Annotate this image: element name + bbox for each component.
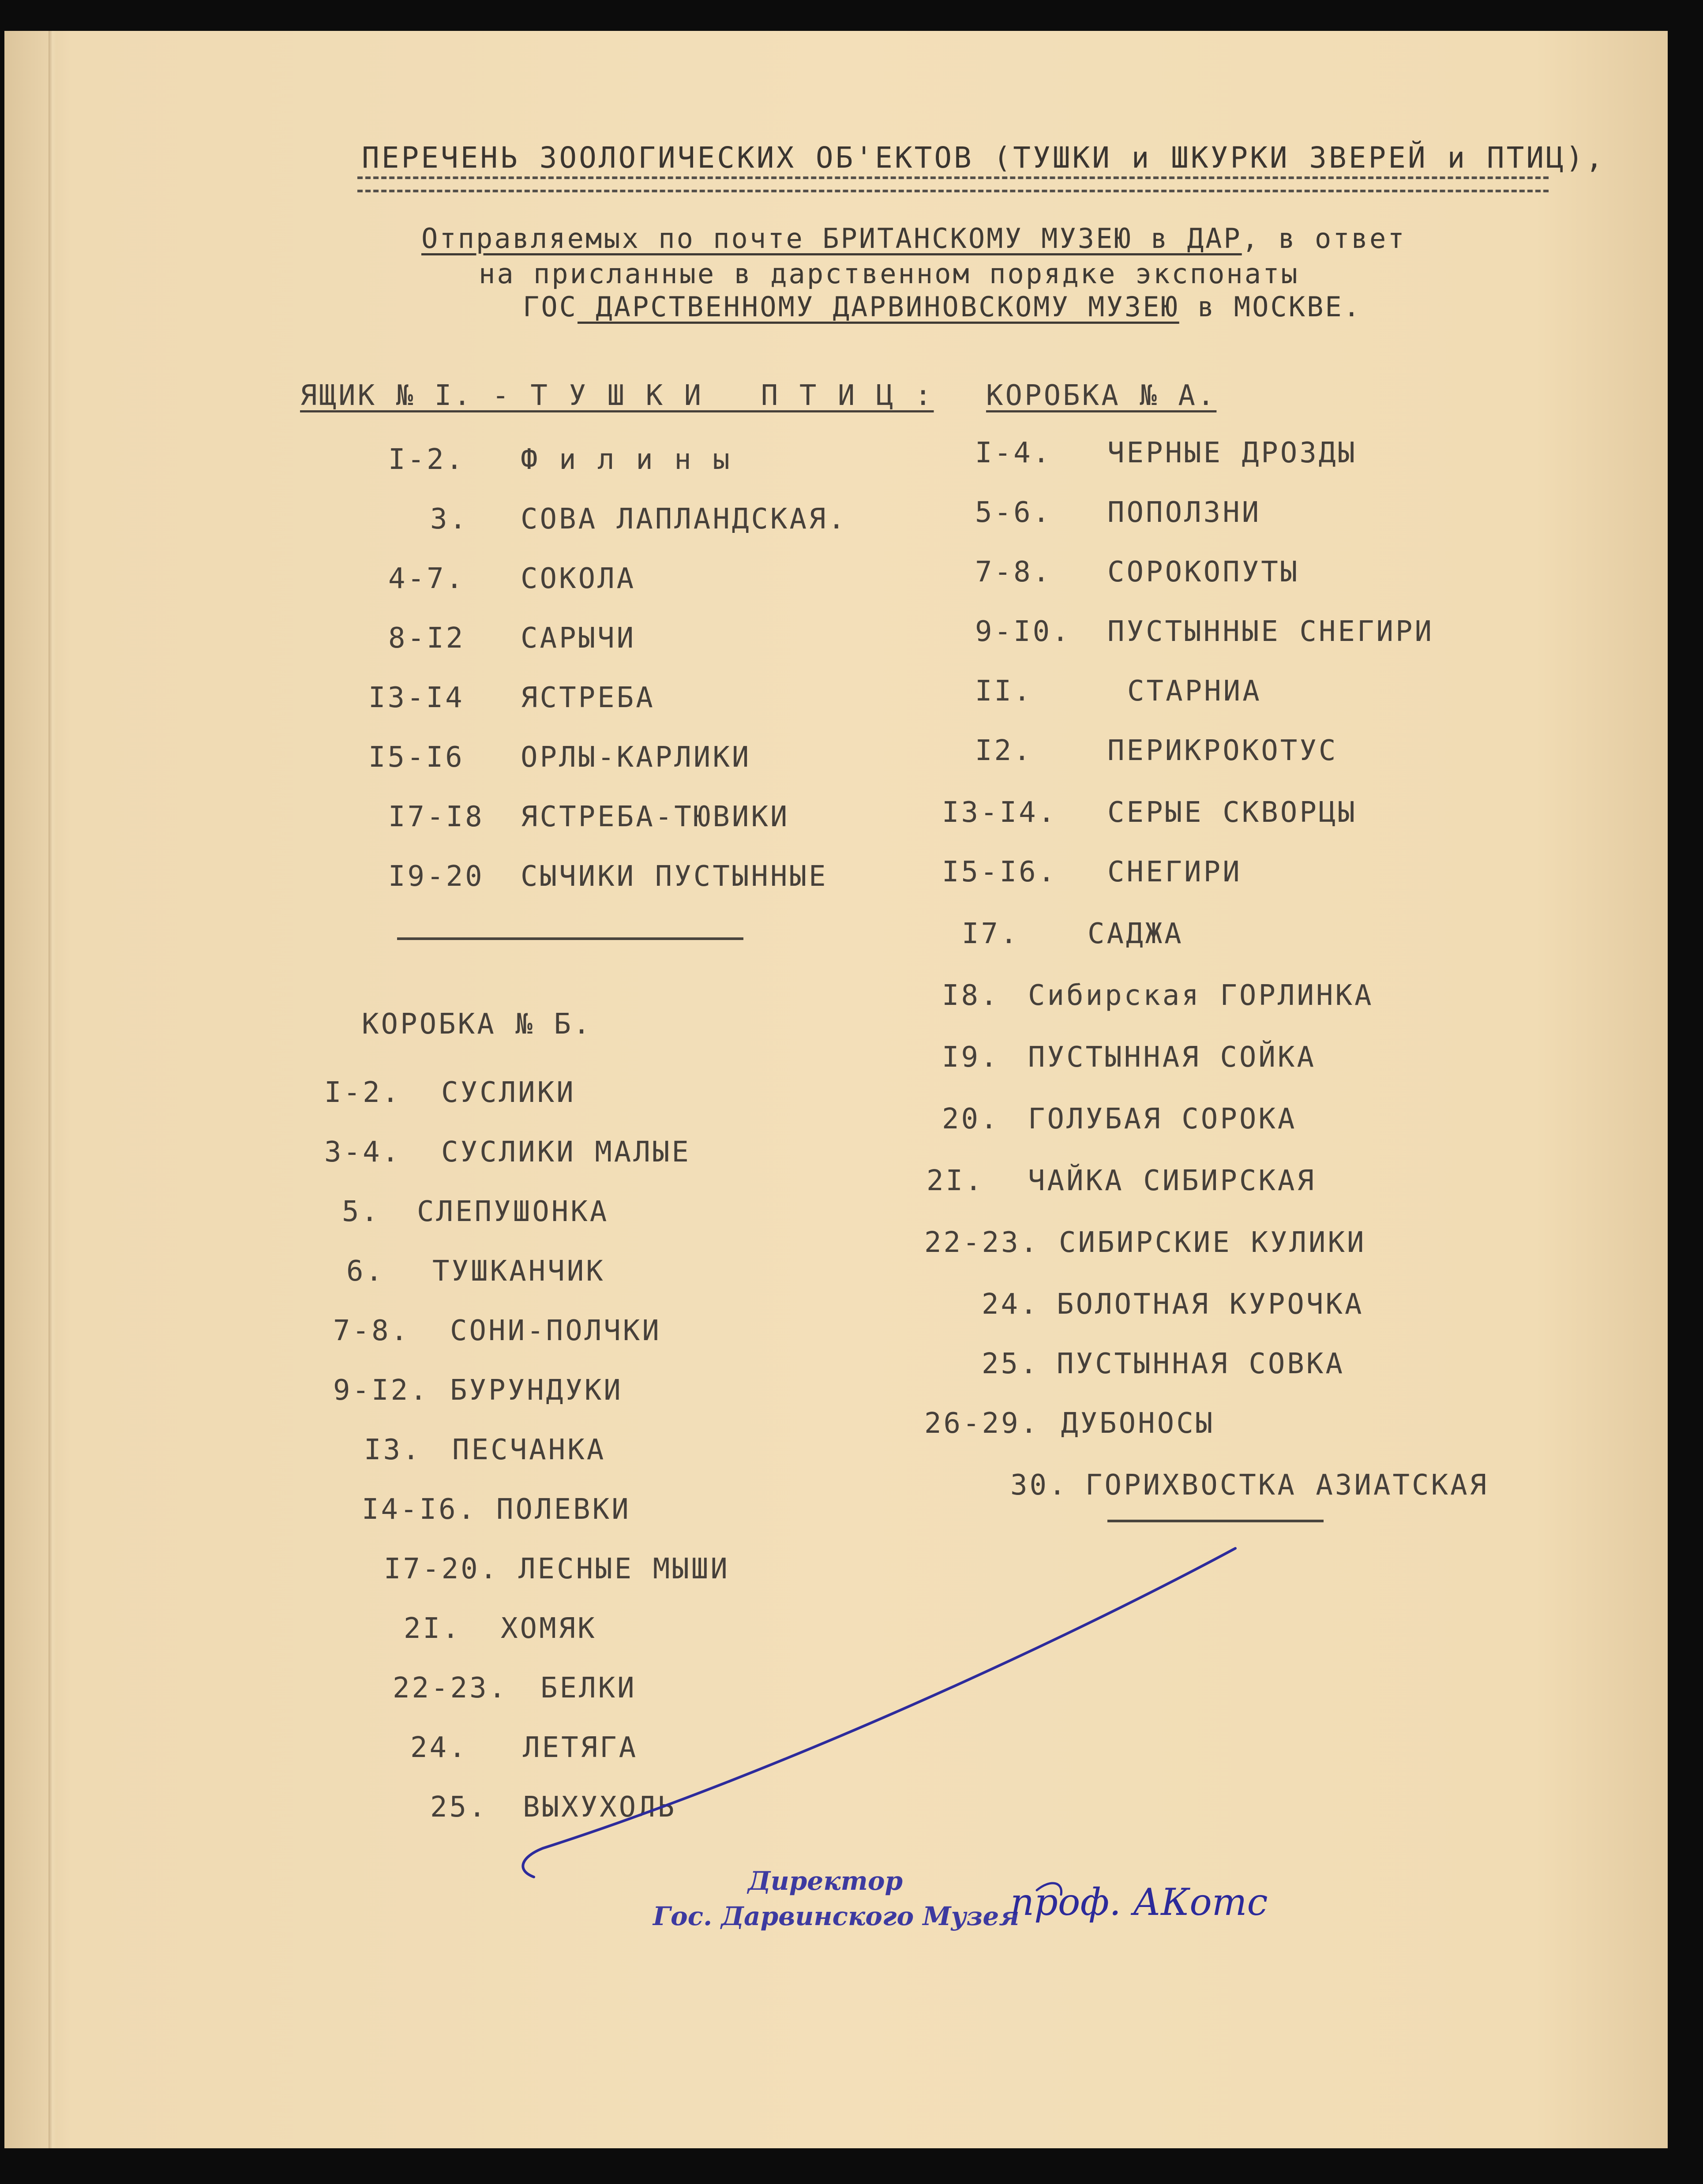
item-name: ПУСТЫННАЯ СОВКА — [1057, 1348, 1345, 1380]
item-name: ЧЕРНЫЕ ДРОЗДЫ — [1107, 437, 1357, 469]
item-number: I-4. — [975, 437, 1052, 469]
item-number: 7-8. — [975, 556, 1052, 588]
item-name: БОЛОТНАЯ КУРОЧКА — [1057, 1288, 1364, 1321]
item-number: 24. — [982, 1288, 1039, 1321]
item-name: ТУШКАНЧИК — [432, 1255, 605, 1288]
item-name: СНЕГИРИ — [1107, 856, 1242, 888]
item-name: ПОЛЕВКИ — [496, 1493, 631, 1526]
item-number: I3. — [364, 1434, 422, 1466]
item-name: ПЕСЧАНКА — [452, 1434, 606, 1466]
item-number: 3-4. — [324, 1136, 401, 1169]
item-name: ЯСТРЕБА-ТЮВИКИ — [521, 801, 790, 833]
item-number: 22-23. — [393, 1672, 508, 1704]
title-line-2-underlined: Отправляемых по почте БРИТАНСКОМУ МУЗЕЮ в ДАР — [421, 222, 1242, 255]
item-number: 26-29. — [924, 1407, 1040, 1440]
item-number: I4-I6. — [362, 1493, 477, 1526]
item-name: САДЖА — [1088, 918, 1184, 950]
title-line-4-rest: в МОСКВЕ. — [1179, 291, 1362, 323]
item-name: СИБИРСКИЕ КУЛИКИ — [1059, 1226, 1366, 1259]
item-name: СОРОКОПУТЫ — [1107, 556, 1300, 588]
item-number: I9-20 — [388, 860, 484, 893]
box-b-title: КОРОБКА № Б. — [362, 1008, 593, 1041]
title-line-2-rest: , в ответ — [1242, 222, 1406, 255]
item-name: ДУБОНОСЫ — [1061, 1407, 1215, 1440]
item-number: 22-23. — [924, 1226, 1040, 1259]
item-number: II. — [975, 675, 1033, 708]
document-page — [4, 31, 1668, 2148]
item-name: СУСЛИКИ — [441, 1076, 576, 1109]
item-number: I3-I4. — [942, 796, 1058, 829]
item-name: Ф и л и н ы — [521, 443, 732, 476]
item-number: 3. — [430, 503, 469, 536]
item-number: 25. — [982, 1348, 1039, 1380]
title-line-4-prefix: ГОС — [523, 291, 578, 323]
title-line-4-underlined: ДАРСТВЕННОМУ ДАРВИНОВСКОМУ МУЗЕЮ — [577, 291, 1179, 323]
item-number: I7-I8 — [388, 801, 484, 833]
item-number: I-2. — [324, 1076, 401, 1109]
item-name: ЧАЙКА СИБИРСКАЯ — [1028, 1165, 1316, 1197]
item-name: ОРЛЫ-КАРЛИКИ — [521, 741, 751, 774]
item-number: 4-7. — [388, 562, 465, 595]
item-number: 8-I2 — [388, 622, 465, 655]
signature-pen-stroke — [4, 31, 1668, 2148]
item-number: 25. — [430, 1791, 488, 1824]
item-name: ПЕРИКРОКОТУС — [1107, 734, 1338, 767]
item-name: ВЫХУХОЛЬ — [523, 1791, 677, 1824]
item-name: ЛЕСНЫЕ МЫШИ — [518, 1553, 730, 1585]
item-name: ХОМЯК — [501, 1612, 597, 1645]
title-line-1: ПЕРЕЧЕНЬ ЗООЛОГИЧЕСКИХ ОБ'ЕКТОВ (ТУШКИ и ШКУРКИ ЗВЕРЕЙ и ПТИЦ), — [362, 141, 1605, 175]
item-name: ПУСТЫННЫЕ СНЕГИРИ — [1107, 615, 1434, 648]
item-name: САРЫЧИ — [521, 622, 636, 655]
item-number: 24. — [410, 1731, 468, 1764]
handwritten-signature: проф. АКотс — [1010, 1881, 1268, 1924]
item-name: СЫЧИКИ ПУСТЫННЫЕ — [521, 860, 828, 893]
box-a-title: КОРОБКА № А. — [986, 379, 1217, 412]
item-name: ГОРИХВОСТКА АЗИАТСКАЯ — [1085, 1469, 1489, 1502]
stamp-museum-name: Гос. Дарвинского Музея — [653, 1901, 1020, 1931]
item-name: СУСЛИКИ МАЛЫЕ — [441, 1136, 691, 1169]
item-number: 7-8. — [333, 1315, 410, 1347]
item-name: СЕРЫЕ СКВОРЦЫ — [1107, 796, 1357, 829]
item-name: ЯСТРЕБА — [521, 682, 655, 714]
item-number: I5-I6. — [942, 856, 1058, 888]
item-number: 2I. — [404, 1612, 461, 1645]
item-number: 9-I2. — [333, 1374, 429, 1407]
item-name: СТАРНИА — [1127, 675, 1262, 708]
item-number: 20. — [942, 1103, 1000, 1135]
item-number: 9-I0. — [975, 615, 1071, 648]
item-name: ЛЕТЯГА — [523, 1731, 638, 1764]
box-1-title: ЯЩИК № I. - Т У Ш К И П Т И Ц : — [300, 379, 934, 412]
item-name: СОКОЛА — [521, 562, 636, 595]
item-name: БЕЛКИ — [540, 1672, 637, 1704]
item-number: I7-20. — [384, 1553, 499, 1585]
item-number: 5. — [342, 1195, 381, 1228]
item-number: 2I. — [927, 1165, 984, 1197]
item-number: 6. — [346, 1255, 385, 1288]
item-number: I5-I6 — [368, 741, 465, 774]
item-number: I-2. — [388, 443, 465, 476]
item-number: I2. — [975, 734, 1033, 767]
item-name: ПУСТЫННАЯ СОЙКА — [1028, 1041, 1316, 1074]
item-number: 30. — [1010, 1469, 1068, 1502]
item-name: ПОПОЛЗНИ — [1107, 496, 1261, 529]
item-name: СОВА ЛАПЛАНДСКАЯ. — [521, 503, 848, 536]
stamp-director-title: Директор — [748, 1866, 903, 1896]
item-name: Сибирская ГОРЛИНКА — [1028, 979, 1374, 1012]
item-number: I3-I4 — [368, 682, 465, 714]
item-number: 5-6. — [975, 496, 1052, 529]
title-line-3: на присланные в дарственном порядке экспонаты — [479, 258, 1299, 290]
item-number: I9. — [942, 1041, 1000, 1074]
item-number: I8. — [942, 979, 1000, 1012]
item-name: ГОЛУБАЯ СОРОКА — [1028, 1103, 1297, 1135]
item-number: I7. — [962, 918, 1020, 950]
item-name: СЛЕПУШОНКА — [417, 1195, 609, 1228]
item-name: БУРУНДУКИ — [450, 1374, 623, 1407]
item-name: СОНИ-ПОЛЧКИ — [450, 1315, 661, 1347]
